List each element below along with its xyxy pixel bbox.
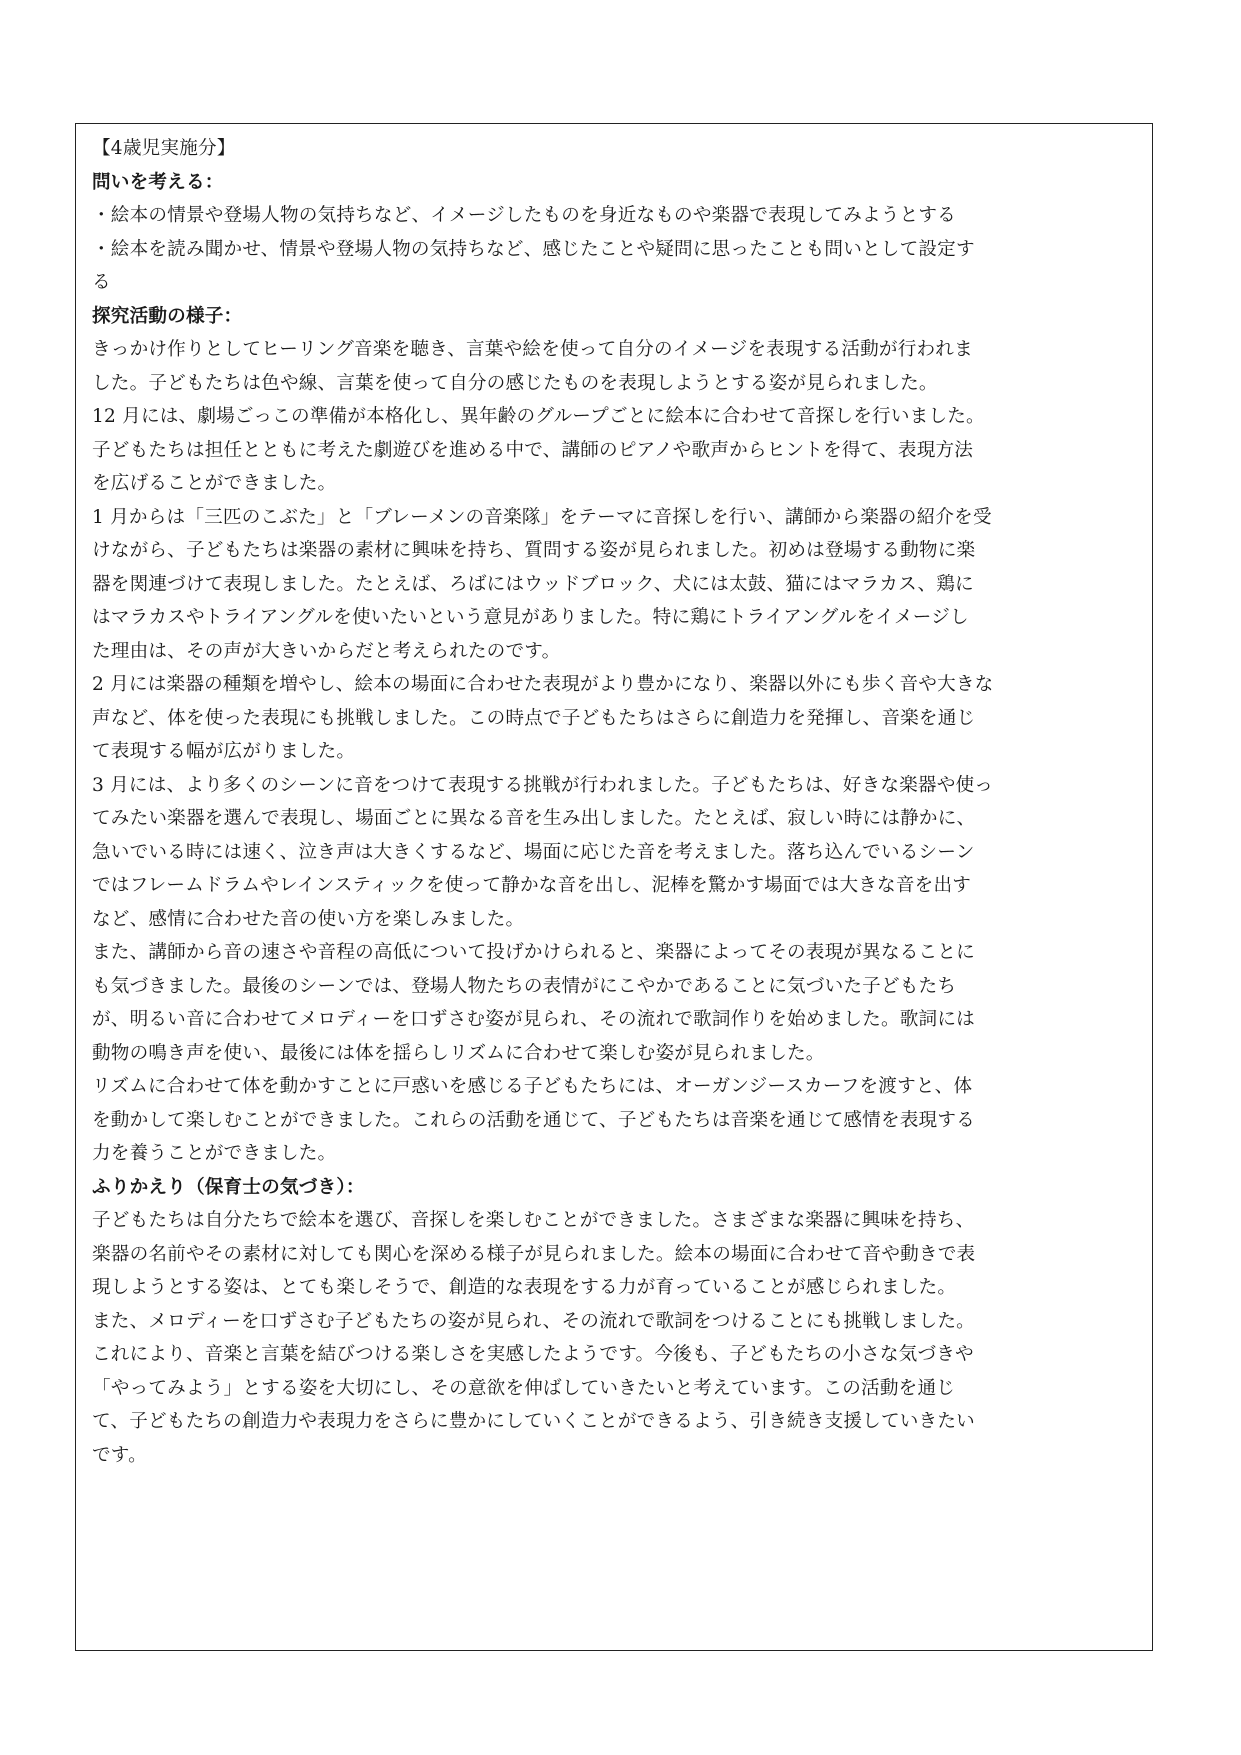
text-line: これにより、音楽と言葉を結びつける楽しさを実感したようです。今後も、子どもたちの小さな気づきや: [92, 1344, 974, 1365]
heading-activity: 探究活動の様子：: [92, 305, 243, 327]
text-line: 現しようとする姿は、とても楽しそうで、創造的な表現をする力が育っていることが感じられました。: [92, 1277, 957, 1298]
text-line: て、子どもたちの創造力や表現力をさらに豊かにしていくことができるよう、引き続き支援していきたい: [92, 1411, 975, 1432]
text-line: です。: [92, 1444, 147, 1466]
text-line: た理由は、その声が大きいからだと考えられたのです。: [92, 640, 561, 662]
text-line: はマラカスやトライアングルを使いたいという意見がありました。特に鶏にトライアングルをイメージし: [92, 607, 969, 628]
text-line: てみたい楽器を選んで表現し、場面ごとに異なる音を生み出しました。たとえば、寂しい時には静かに、: [92, 808, 976, 829]
text-line: 子どもたちは自分たちで絵本を選び、音探しを楽しむことができました。さまざまな楽器に興味を持ち、: [92, 1210, 975, 1231]
report-frame: [75, 123, 1153, 1651]
text-line: が、明るい音に合わせてメロディーを口ずさむ姿が見られ、その流れで歌詞作りを始めました。歌詞には: [92, 1009, 975, 1030]
text-line: 力を養うことができました。: [92, 1143, 337, 1164]
text-line: 器を関連づけて表現しました。たとえば、ろばにはウッドブロック、犬には太鼓、猫にはマラカス、鶏に: [92, 573, 974, 595]
text-line: を広げることができました。: [92, 473, 337, 494]
text-line: て表現する幅が広がりました。: [92, 741, 356, 762]
section-title: 【4歳児実施分】: [92, 138, 236, 159]
heading-question: 問いを考える：: [92, 171, 224, 193]
text-line: 急いでいる時には速く、泣き声は大きくするなど、場面に応じた音を考えました。落ち込んでいるシーン: [92, 841, 975, 863]
text-line: また、メロディーを口ずさむ子どもたちの姿が見られ、その流れで歌詞をつけることにも挑戦しました。: [92, 1310, 975, 1332]
text-line: ・絵本を読み聞かせ、情景や登場人物の気持ちなど、感じたことや疑問に思ったことも問いとして設定す: [92, 238, 975, 260]
text-line: 声など、体を使った表現にも挑戦しました。この時点で子どもたちはさらに創造力を発揮し、音楽を通じ: [92, 707, 976, 729]
text-line: けながら、子どもたちは楽器の素材に興味を持ち、質問する姿が見られました。初めは登場する動物に楽: [92, 540, 976, 561]
text-line: また、講師から音の速さや音程の高低について投げかけられると、楽器によってその表現が異なることに: [92, 942, 975, 963]
text-line: など、感情に合わせた音の使い方を楽しみました。: [92, 908, 525, 930]
text-line: 2 月には楽器の種類を増やし、絵本の場面に合わせた表現がより豊かになり、楽器以外にも歩く音や大きな: [92, 674, 994, 695]
text-line: きっかけ作りとしてヒーリング音楽を聴き、言葉や絵を使って自分のイメージを表現する活動が行われま: [92, 339, 973, 360]
text-line: 「やってみよう」とする姿を大切にし、その意欲を伸ばしていきたいと考えています。この活動を通じ: [92, 1377, 956, 1399]
text-line: を動かして楽しむことができました。これらの活動を通じて、子どもたちは音楽を通じて感情を表現する: [92, 1109, 975, 1131]
heading-reflection: ふりかえり（保育士の気づき）：: [92, 1176, 365, 1198]
text-line: 楽器の名前やその素材に対しても関心を深める様子が見られました。絵本の場面に合わせて音や動きで表: [92, 1243, 976, 1265]
text-line: も気づきました。最後のシーンでは、登場人物たちの表情がにこやかであることに気づいた子どもたち: [92, 975, 957, 997]
text-line: リズムに合わせて体を動かすことに戸惑いを感じる子どもたちには、オーガンジースカーフを渡すと、体: [92, 1076, 973, 1097]
text-line: 子どもたちは担任とともに考えた劇遊びを進める中で、講師のピアノや歌声からヒントを得て、表現方法: [92, 439, 974, 461]
text-line: 動物の鳴き声を使い、最後には体を揺らしリズムに合わせて楽しむ姿が見られました。: [92, 1042, 825, 1064]
text-line: ではフレームドラムやレインスティックを使って静かな音を出し、泥棒を驚かす場面では大きな音を出す: [92, 875, 972, 896]
text-line: ・絵本の情景や登場人物の気持ちなど、イメージしたものを身近なものや楽器で表現してみようとする: [92, 205, 956, 226]
text-line: る: [92, 272, 111, 293]
text-line: 12 月には、劇場ごっこの準備が本格化し、異年齢のグループごとに絵本に合わせて音探しを行いました。: [92, 406, 985, 427]
text-line: 1 月からは「三匹のこぶた」と「ブレーメンの音楽隊」をテーマに音探しを行い、講師から楽器の紹介を受: [92, 506, 992, 528]
text-line: した。子どもたちは色や線、言葉を使って自分の感じたものを表現しようとする姿が見られました。: [92, 372, 938, 394]
text-line: 3 月には、より多くのシーンに音をつけて表現する挑戦が行われました。子どもたちは、好きな楽器や使っ: [92, 774, 994, 796]
